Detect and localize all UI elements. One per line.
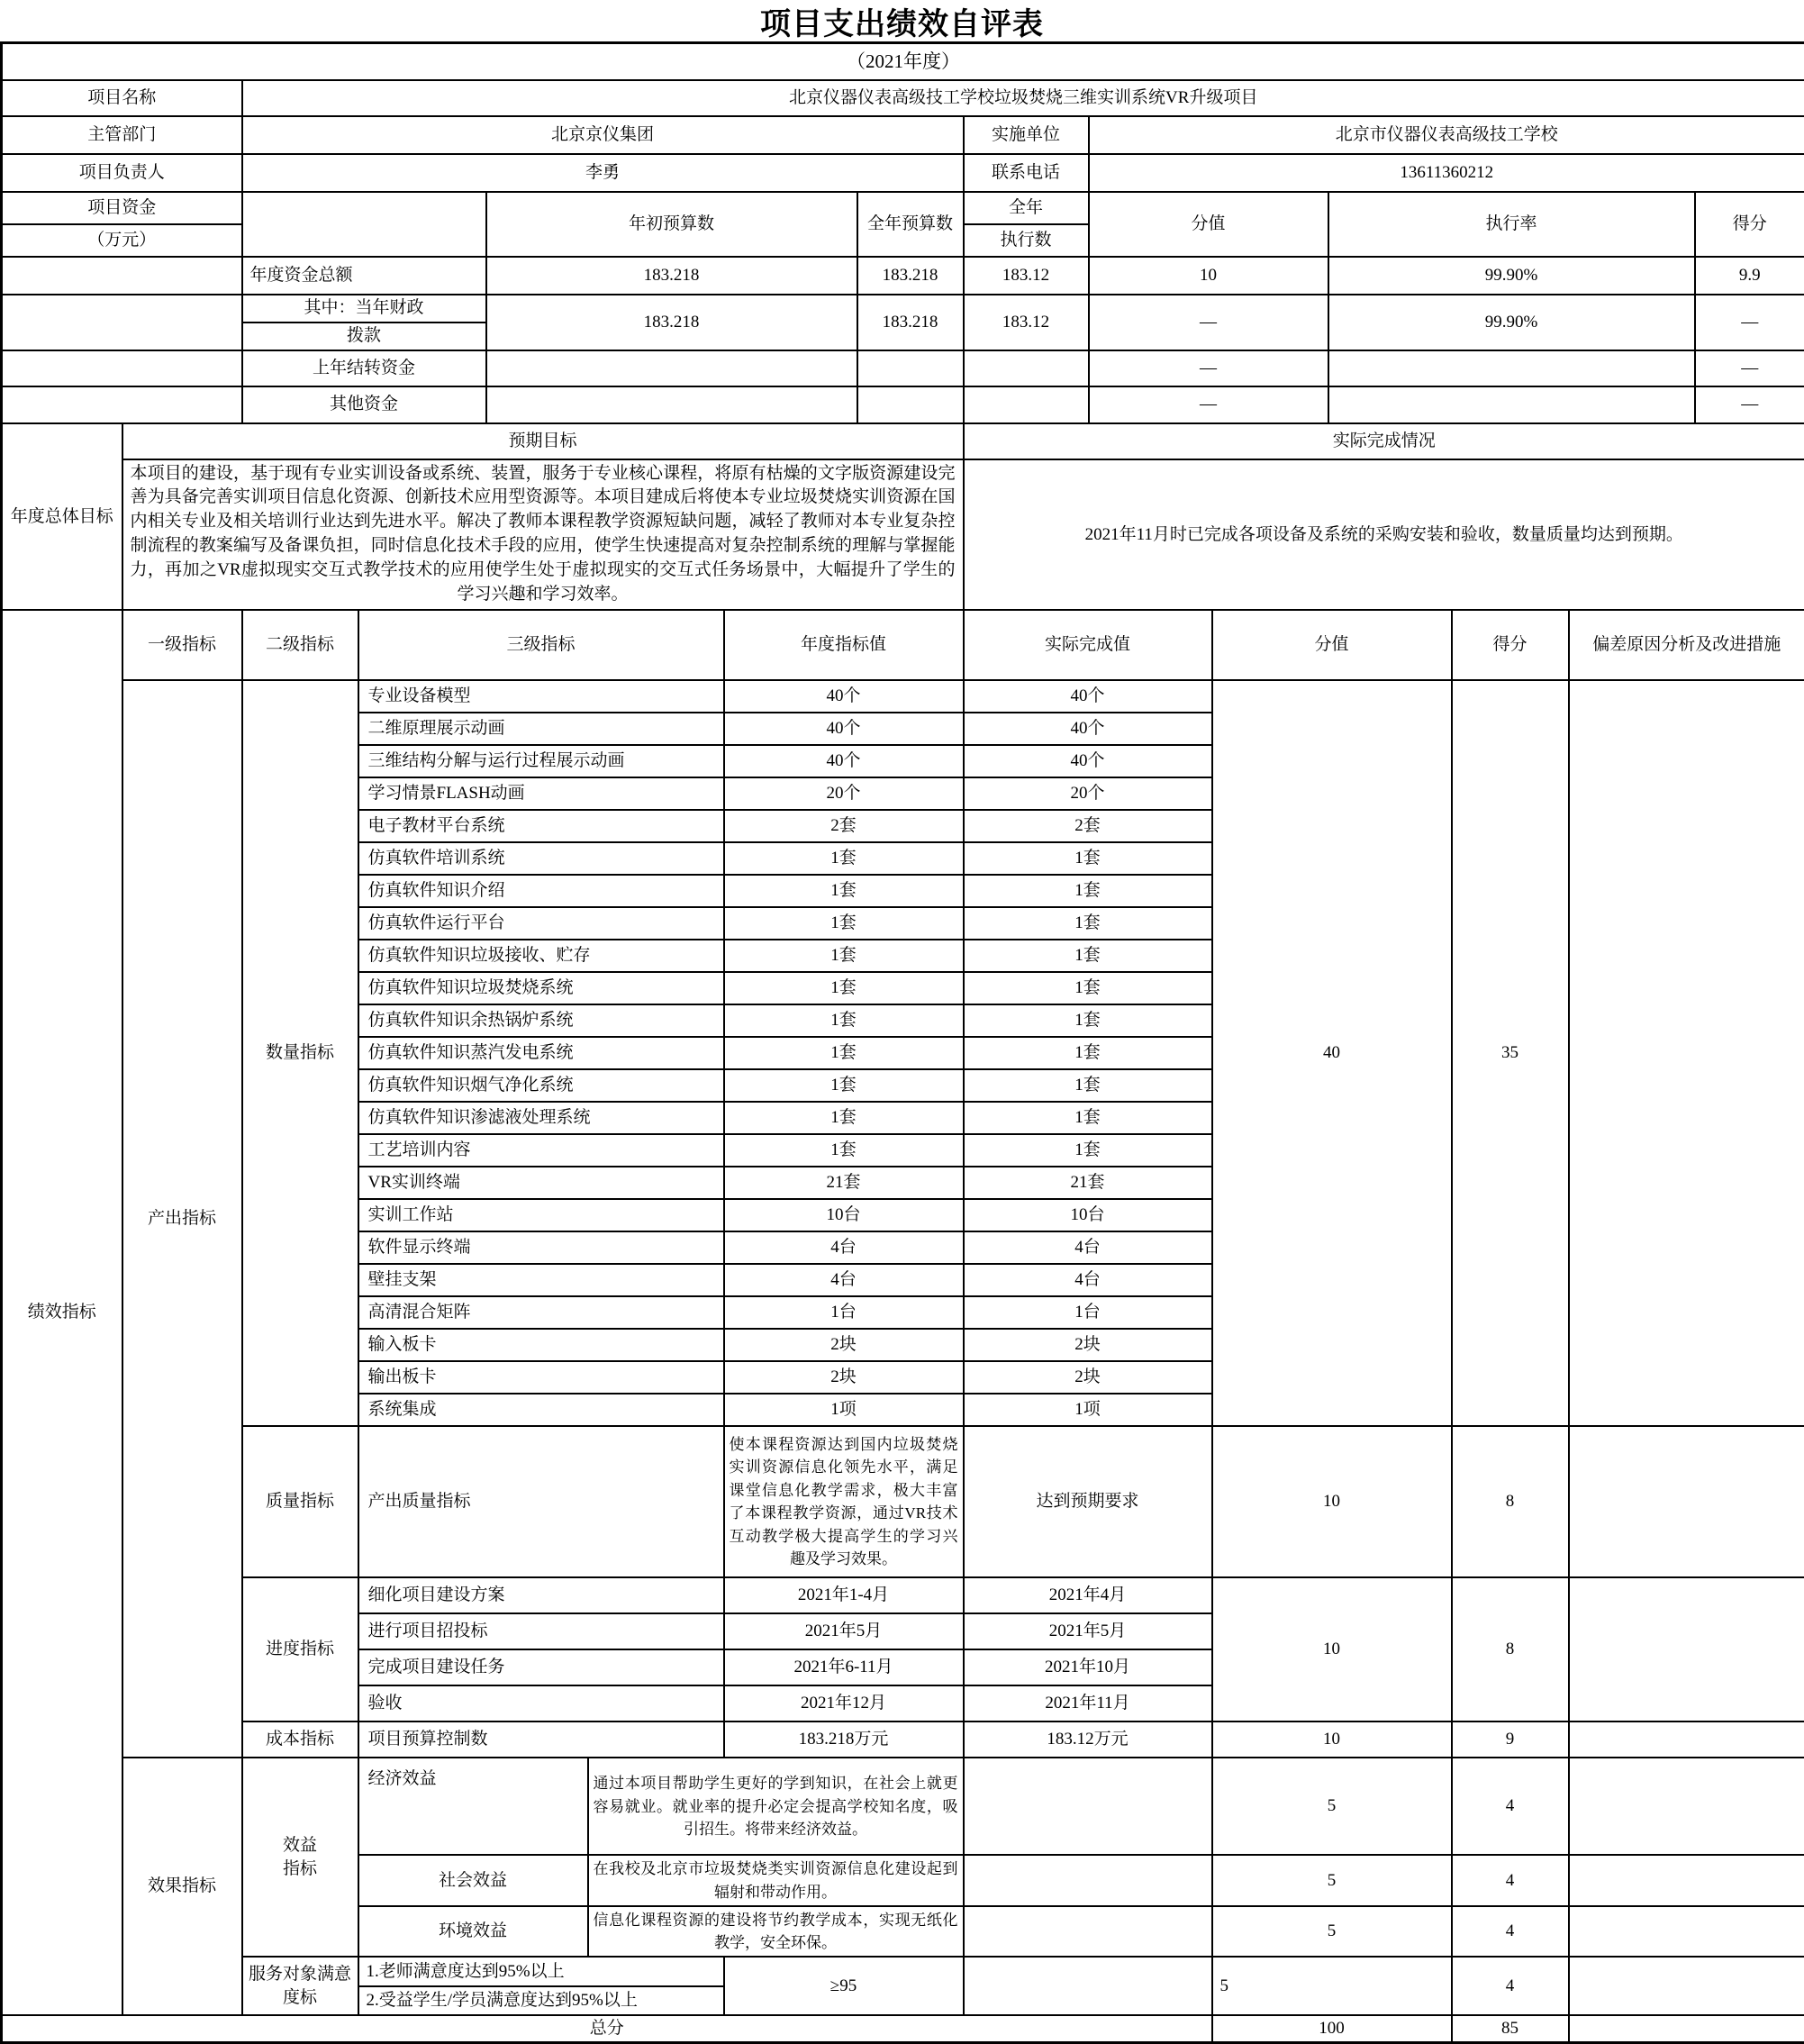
quality-actual: 达到预期要求 [964, 1426, 1212, 1577]
quantity-row-actual: 1套 [964, 1004, 1212, 1037]
quantity-row-name: 壁挂支架 [358, 1264, 724, 1296]
quantity-row-actual: 2套 [964, 810, 1212, 842]
funding-header-exec-line1: 全年 [964, 192, 1089, 224]
funding-row-exec: 183.12 [964, 257, 1089, 295]
funding-row-rate: 99.90% [1328, 295, 1695, 350]
quantity-row-name: 输入板卡 [358, 1329, 724, 1361]
progress-row-name: 完成项目建设任务 [358, 1649, 724, 1685]
quantity-row-target: 2块 [724, 1329, 964, 1361]
header-actual-value: 实际完成值 [964, 610, 1212, 680]
quantity-row-target: 1套 [724, 1102, 964, 1134]
progress-row-target: 2021年12月 [724, 1685, 964, 1722]
funding-row-exec [964, 350, 1089, 386]
quantity-row-actual: 40个 [964, 680, 1212, 713]
quantity-row-actual: 1套 [964, 907, 1212, 940]
phone-value: 13611360212 [1089, 154, 1804, 192]
funding-row-year: 183.218 [857, 295, 964, 350]
benefit-label-line1: 效益 [248, 1834, 353, 1858]
quantity-row-target: 1套 [724, 1037, 964, 1069]
quantity-row-target: 1套 [724, 1069, 964, 1102]
quantity-row-actual: 4台 [964, 1264, 1212, 1296]
leader-label: 项目负责人 [2, 154, 242, 192]
funding-header-exec-line2: 执行数 [964, 224, 1089, 257]
quantity-row-name: VR实训终端 [358, 1167, 724, 1199]
dept-value: 北京京仪集团 [242, 116, 964, 154]
quantity-row-actual: 10台 [964, 1199, 1212, 1231]
cost-deviation-empty [1569, 1722, 1804, 1758]
funding-row-score: — [1695, 295, 1804, 350]
project-name-value: 北京仪器仪表高级技工学校垃圾焚烧三维实训系统VR升级项目 [242, 80, 1804, 116]
quantity-row-name: 仿真软件知识垃圾接收、贮存 [358, 940, 724, 972]
quantity-row-actual: 21套 [964, 1167, 1212, 1199]
progress-row-actual: 2021年10月 [964, 1649, 1212, 1685]
quantity-row-target: 1项 [724, 1394, 964, 1426]
quality-indicator-label: 质量指标 [242, 1426, 358, 1577]
quantity-row-name: 专业设备模型 [358, 680, 724, 713]
benefit-row-name: 社会效益 [358, 1855, 588, 1906]
funding-row-weight: — [1089, 350, 1328, 386]
funding-row-rate [1328, 386, 1695, 423]
quantity-row-name: 仿真软件知识介绍 [358, 875, 724, 907]
cost-score: 9 [1452, 1722, 1569, 1758]
quantity-row-actual: 2块 [964, 1361, 1212, 1394]
satisfaction-actual-empty [964, 1957, 1212, 2015]
expected-goal-header: 预期目标 [122, 423, 964, 459]
impl-unit-value: 北京市仪器仪表高级技工学校 [1089, 116, 1804, 154]
benefit-label-line2: 指标 [248, 1858, 353, 1881]
quantity-row-name: 工艺培训内容 [358, 1134, 724, 1167]
funding-row-score: — [1695, 386, 1804, 423]
benefit-row-text: 信息化课程资源的建设将节约教学成本，实现无纸化教学，安全环保。 [588, 1906, 964, 1957]
funding-row-label-line2: 拨款 [242, 322, 486, 350]
progress-row-name: 进行项目招投标 [358, 1613, 724, 1649]
project-name-label: 项目名称 [2, 80, 242, 116]
cost-indicator-label: 成本指标 [242, 1722, 358, 1758]
phone-label: 联系电话 [964, 154, 1089, 192]
quantity-row-name: 三维结构分解与运行过程展示动画 [358, 745, 724, 777]
quantity-row-name: 输出板卡 [358, 1361, 724, 1394]
funding-row-score: — [1695, 350, 1804, 386]
header-level1: 一级指标 [122, 610, 242, 680]
quantity-row-actual: 1项 [964, 1394, 1212, 1426]
quantity-row-target: 10台 [724, 1199, 964, 1231]
quantity-row-target: 2块 [724, 1361, 964, 1394]
quantity-row-name: 高清混合矩阵 [358, 1296, 724, 1329]
progress-row-actual: 2021年11月 [964, 1685, 1212, 1722]
benefit-row-actual-empty [964, 1758, 1212, 1855]
quantity-row-target: 1套 [724, 972, 964, 1004]
benefit-indicator-label [242, 1758, 358, 1957]
funding-row-begin [486, 350, 857, 386]
quantity-row-target: 2套 [724, 810, 964, 842]
quality-target-text: 使本课程资源达到国内垃圾焚烧实训资源信息化领先水平，满足课堂信息化教学需求，极大丰富了本课程教学资源，通过VR技术互动教学极大提高学生的学习兴趣及学习效果。 [724, 1426, 964, 1577]
total-score: 85 [1452, 2015, 1569, 2042]
funding-row-rate [1328, 350, 1695, 386]
funding-row-exec: 183.12 [964, 295, 1089, 350]
header-level3: 三级指标 [358, 610, 724, 680]
funding-row-exec [964, 386, 1089, 423]
benefit-row-score: 4 [1452, 1906, 1569, 1957]
header-deviation: 偏差原因分析及改进措施 [1569, 610, 1804, 680]
cost-weight: 10 [1212, 1722, 1452, 1758]
satisfaction-target: ≥95 [724, 1957, 964, 2015]
progress-deviation-empty [1569, 1577, 1804, 1722]
quantity-row-name: 仿真软件知识烟气净化系统 [358, 1069, 724, 1102]
quality-deviation-empty [1569, 1426, 1804, 1577]
quantity-row-target: 1套 [724, 907, 964, 940]
indicators-section-label: 绩效指标 [2, 610, 122, 2015]
quality-weight: 10 [1212, 1426, 1452, 1577]
quantity-row-actual: 20个 [964, 777, 1212, 810]
quantity-row-actual: 1套 [964, 1102, 1212, 1134]
quantity-row-name: 系统集成 [358, 1394, 724, 1426]
funding-left-empty [2, 350, 242, 386]
progress-indicator-label: 进度指标 [242, 1577, 358, 1722]
benefit-row-weight: 5 [1212, 1906, 1452, 1957]
quantity-row-name: 仿真软件运行平台 [358, 907, 724, 940]
evaluation-table [0, 41, 1804, 2044]
benefit-row-deviation-empty [1569, 1906, 1804, 1957]
benefit-row-text: 在我校及北京市垃圾焚烧类实训资源信息化建设起到辐射和带动作用。 [588, 1855, 964, 1906]
benefit-row-deviation-empty [1569, 1758, 1804, 1855]
quantity-row-target: 21套 [724, 1167, 964, 1199]
actual-completion-text: 2021年11月时已完成各项设备及系统的采购安装和验收，数量质量均达到预期。 [964, 459, 1804, 611]
quantity-row-name: 仿真软件知识余热锅炉系统 [358, 1004, 724, 1037]
header-score: 得分 [1452, 610, 1569, 680]
benefit-row-score: 4 [1452, 1758, 1569, 1855]
funding-header-budget-begin: 年初预算数 [486, 192, 857, 257]
quantity-row-actual: 1台 [964, 1296, 1212, 1329]
total-deviation-empty [1569, 2015, 1804, 2042]
cost-row-target: 183.218万元 [724, 1722, 964, 1758]
quantity-row-name: 实训工作站 [358, 1199, 724, 1231]
progress-score: 8 [1452, 1577, 1569, 1722]
funding-row-year [857, 386, 964, 423]
total-label: 总分 [2, 2015, 1212, 2042]
satisfaction-item: 1.老师满意度达到95%以上 [358, 1957, 724, 1986]
quantity-row-actual: 1套 [964, 842, 1212, 875]
progress-row-target: 2021年6-11月 [724, 1649, 964, 1685]
quantity-row-actual: 1套 [964, 1134, 1212, 1167]
header-level2: 二级指标 [242, 610, 358, 680]
quantity-row-name: 仿真软件知识渗滤液处理系统 [358, 1102, 724, 1134]
quantity-row-target: 1套 [724, 1004, 964, 1037]
quantity-deviation-empty [1569, 680, 1804, 1426]
quantity-row-actual: 1套 [964, 972, 1212, 1004]
funding-left-empty [2, 386, 242, 423]
quantity-row-name: 软件显示终端 [358, 1231, 724, 1264]
quality-score: 8 [1452, 1426, 1569, 1577]
progress-row-name: 验收 [358, 1685, 724, 1722]
cost-row-name: 项目预算控制数 [358, 1722, 724, 1758]
progress-row-actual: 2021年4月 [964, 1577, 1212, 1613]
benefit-row-actual-empty [964, 1906, 1212, 1957]
funding-row-label: 上年结转资金 [242, 350, 486, 386]
quantity-row-actual: 40个 [964, 745, 1212, 777]
benefit-row-name: 环境效益 [358, 1906, 588, 1957]
header-weight: 分值 [1212, 610, 1452, 680]
funding-sublabel-empty [242, 192, 486, 257]
funding-row-weight: 10 [1089, 257, 1328, 295]
funding-left-empty [2, 295, 242, 350]
funding-header-score: 得分 [1695, 192, 1804, 257]
benefit-row-name: 经济效益 [358, 1758, 588, 1855]
effect-indicator-label: 效果指标 [122, 1758, 242, 2015]
leader-value: 李勇 [242, 154, 964, 192]
funding-left-empty [2, 257, 242, 295]
output-indicator-label: 产出指标 [122, 680, 242, 1758]
benefit-row-text: 通过本项目帮助学生更好的学到知识，在社会上就更容易就业。就业率的提升必定会提高学校知名度，吸引招生。将带来经济效益。 [588, 1758, 964, 1855]
quantity-row-name: 二维原理展示动画 [358, 713, 724, 745]
quantity-row-target: 20个 [724, 777, 964, 810]
quantity-weight: 40 [1212, 680, 1452, 1426]
satisfaction-deviation-empty [1569, 1957, 1804, 2015]
benefit-row-weight: 5 [1212, 1758, 1452, 1855]
satisfaction-item: 2.受益学生/学员满意度达到95%以上 [358, 1986, 724, 2015]
quantity-row-target: 40个 [724, 745, 964, 777]
quantity-row-target: 1套 [724, 875, 964, 907]
quantity-row-actual: 40个 [964, 713, 1212, 745]
header-annual-value: 年度指标值 [724, 610, 964, 680]
quantity-row-target: 1套 [724, 940, 964, 972]
quantity-row-name: 电子教材平台系统 [358, 810, 724, 842]
benefit-row-weight: 5 [1212, 1855, 1452, 1906]
progress-row-target: 2021年1-4月 [724, 1577, 964, 1613]
funding-header-budget-year: 全年预算数 [857, 192, 964, 257]
funding-row-begin: 183.218 [486, 295, 857, 350]
satisfaction-label-line1: 服务对象满意 [248, 1963, 353, 1986]
cost-row-actual: 183.12万元 [964, 1722, 1212, 1758]
total-weight: 100 [1212, 2015, 1452, 2042]
funding-row-weight: — [1089, 386, 1328, 423]
funding-row-weight: — [1089, 295, 1328, 350]
quantity-row-actual: 1套 [964, 1037, 1212, 1069]
funding-header-weight: 分值 [1089, 192, 1328, 257]
page-title: 项目支出绩效自评表 [0, 0, 1804, 41]
annual-goal-label: 年度总体目标 [2, 423, 122, 611]
quantity-row-target: 4台 [724, 1231, 964, 1264]
satisfaction-score: 4 [1452, 1957, 1569, 2015]
quantity-row-actual: 1套 [964, 940, 1212, 972]
quantity-row-name: 仿真软件知识蒸汽发电系统 [358, 1037, 724, 1069]
quantity-row-target: 40个 [724, 713, 964, 745]
progress-row-actual: 2021年5月 [964, 1613, 1212, 1649]
impl-unit-label: 实施单位 [964, 116, 1089, 154]
quantity-row-target: 1套 [724, 842, 964, 875]
dept-label: 主管部门 [2, 116, 242, 154]
expected-goal-text: 本项目的建设，基于现有专业实训设备或系统、装置，服务于专业核心课程，将原有枯燥的文字版资源建设完善为具备完善实训项目信息化资源、创新技术应用型资源等。本项目建成后将使本专业垃圾焚烧实训资源在国内相关专业及相关培训行业达到先进水平。解决了教师本课程教学资源短缺问题，减轻了教师对本专业复杂控制流程的教案编写及备课负担，同时信息化技术手段的应用，使学生快速提高对复杂控制系统的理解与掌握能力，再加之VR虚拟现实交互式教学技术的应用使学生处于虚拟现实的交互式任务场景中，大幅提升了学生的学习兴趣和学习效率。 [122, 459, 964, 611]
quantity-row-name: 学习情景FLASH动画 [358, 777, 724, 810]
quantity-row-target: 40个 [724, 680, 964, 713]
funding-row-year [857, 350, 964, 386]
quantity-row-target: 1套 [724, 1134, 964, 1167]
funding-row-label: 年度资金总额 [242, 257, 486, 295]
funding-label-line1: 项目资金 [2, 192, 242, 224]
quantity-row-target: 1台 [724, 1296, 964, 1329]
subtitle: （2021年度） [2, 43, 1804, 80]
progress-weight: 10 [1212, 1577, 1452, 1722]
actual-completion-header: 实际完成情况 [964, 423, 1804, 459]
funding-header-exec-rate: 执行率 [1328, 192, 1695, 257]
quantity-score: 35 [1452, 680, 1569, 1426]
funding-row-label: 其他资金 [242, 386, 486, 423]
satisfaction-indicator-label [242, 1957, 358, 2015]
quantity-row-name: 仿真软件培训系统 [358, 842, 724, 875]
funding-row-year: 183.218 [857, 257, 964, 295]
quantity-row-actual: 4台 [964, 1231, 1212, 1264]
funding-row-begin: 183.218 [486, 257, 857, 295]
benefit-row-score: 4 [1452, 1855, 1569, 1906]
progress-row-name: 细化项目建设方案 [358, 1577, 724, 1613]
quantity-indicator-label: 数量指标 [242, 680, 358, 1426]
funding-row-rate: 99.90% [1328, 257, 1695, 295]
benefit-row-actual-empty [964, 1855, 1212, 1906]
quantity-row-target: 4台 [724, 1264, 964, 1296]
progress-row-target: 2021年5月 [724, 1613, 964, 1649]
quantity-row-actual: 2块 [964, 1329, 1212, 1361]
funding-row-score: 9.9 [1695, 257, 1804, 295]
funding-label-line2: （万元） [2, 224, 242, 257]
quantity-row-actual: 1套 [964, 1069, 1212, 1102]
satisfaction-weight: 5 [1212, 1957, 1452, 2015]
benefit-row-deviation-empty [1569, 1855, 1804, 1906]
satisfaction-label-line2: 度标 [248, 1986, 353, 2010]
quality-row-name: 产出质量指标 [358, 1426, 724, 1577]
quantity-row-actual: 1套 [964, 875, 1212, 907]
quantity-row-name: 仿真软件知识垃圾焚烧系统 [358, 972, 724, 1004]
funding-row-label: 其中：当年财政 [242, 295, 486, 322]
funding-row-begin [486, 386, 857, 423]
